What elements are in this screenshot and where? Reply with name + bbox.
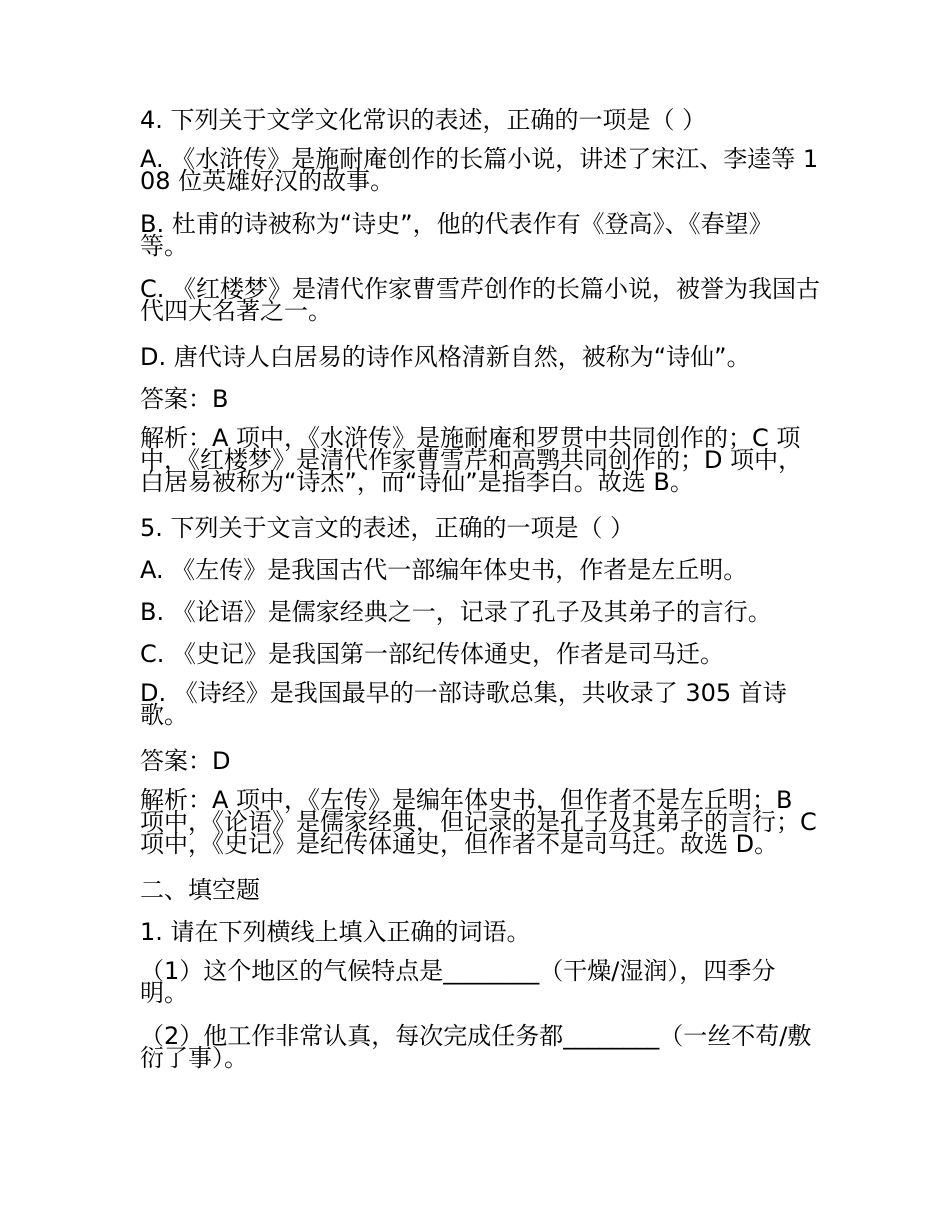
section-heading-fill-blank: 二、填空题 xyxy=(140,876,260,904)
question-4-option-d: D. 唐代诗人白居易的诗作风格清新自然，被称为“诗仙”。 xyxy=(140,343,751,371)
question-4-option-b: B. 杜甫的诗被称为“诗史”，他的代表作有《登高》、《春望》等。 xyxy=(140,210,773,260)
question-4-option-a: A. 《水浒传》是施耐庵创作的长篇小说，讲述了宋江、李逵等 108 位英雄好汉的故事。 xyxy=(140,145,819,195)
question-4-analysis: 解析：A 项中，《水浒传》是施耐庵和罗贯中共同创作的；C 项中，《红楼梦》是清代作家曹雪芹和高鹗共同创作的；D 项中，白居易被称为“诗杰”，而“诗仙”是指李白。故选 B。 xyxy=(140,424,803,496)
question-5-answer: 答案：D xyxy=(140,747,231,775)
question-4-option-c: C. 《红楼梦》是清代作家曹雪芹创作的长篇小说，被誉为我国古代四大名著之一。 xyxy=(140,275,821,325)
question-5-option-d: D. 《诗经》是我国最早的一部诗歌总集，共收录了 305 首诗歌。 xyxy=(140,679,787,729)
fill-blank-item-2: （2）他工作非常认真，每次完成任务都________（一丝不苟/敷衍了事）。 xyxy=(140,1022,812,1072)
fill-blank-item-1: （1）这个地区的气候特点是________（干燥/湿润），四季分明。 xyxy=(140,957,776,1007)
question-5-analysis: 解析：A 项中，《左传》是编年体史书，但作者不是左丘明；B 项中，《论语》是儒家经典，但记录的是孔子及其弟子的言行；C 项中，《史记》是纪传体通史，但作者不是司马迁。故选 D。 xyxy=(140,786,817,858)
question-5-option-c: C. 《史记》是我国第一部纪传体通史，作者是司马迁。 xyxy=(140,640,725,668)
question-4-stem: 4. 下列关于文学文化常识的表述，正确的一项是（ ） xyxy=(140,106,707,134)
document-page xyxy=(140,106,820,1090)
question-5-option-a: A. 《左传》是我国古代一部编年体史书，作者是左丘明。 xyxy=(140,556,748,584)
question-5-option-b: B. 《论语》是儒家经典之一，记录了孔子及其弟子的言行。 xyxy=(140,598,772,626)
fill-blank-question-1: 1. 请在下列横线上填入正确的词语。 xyxy=(140,918,531,946)
question-5-stem: 5. 下列关于文言文的表述，正确的一项是（ ） xyxy=(140,514,635,542)
question-4-answer: 答案：B xyxy=(140,385,229,413)
